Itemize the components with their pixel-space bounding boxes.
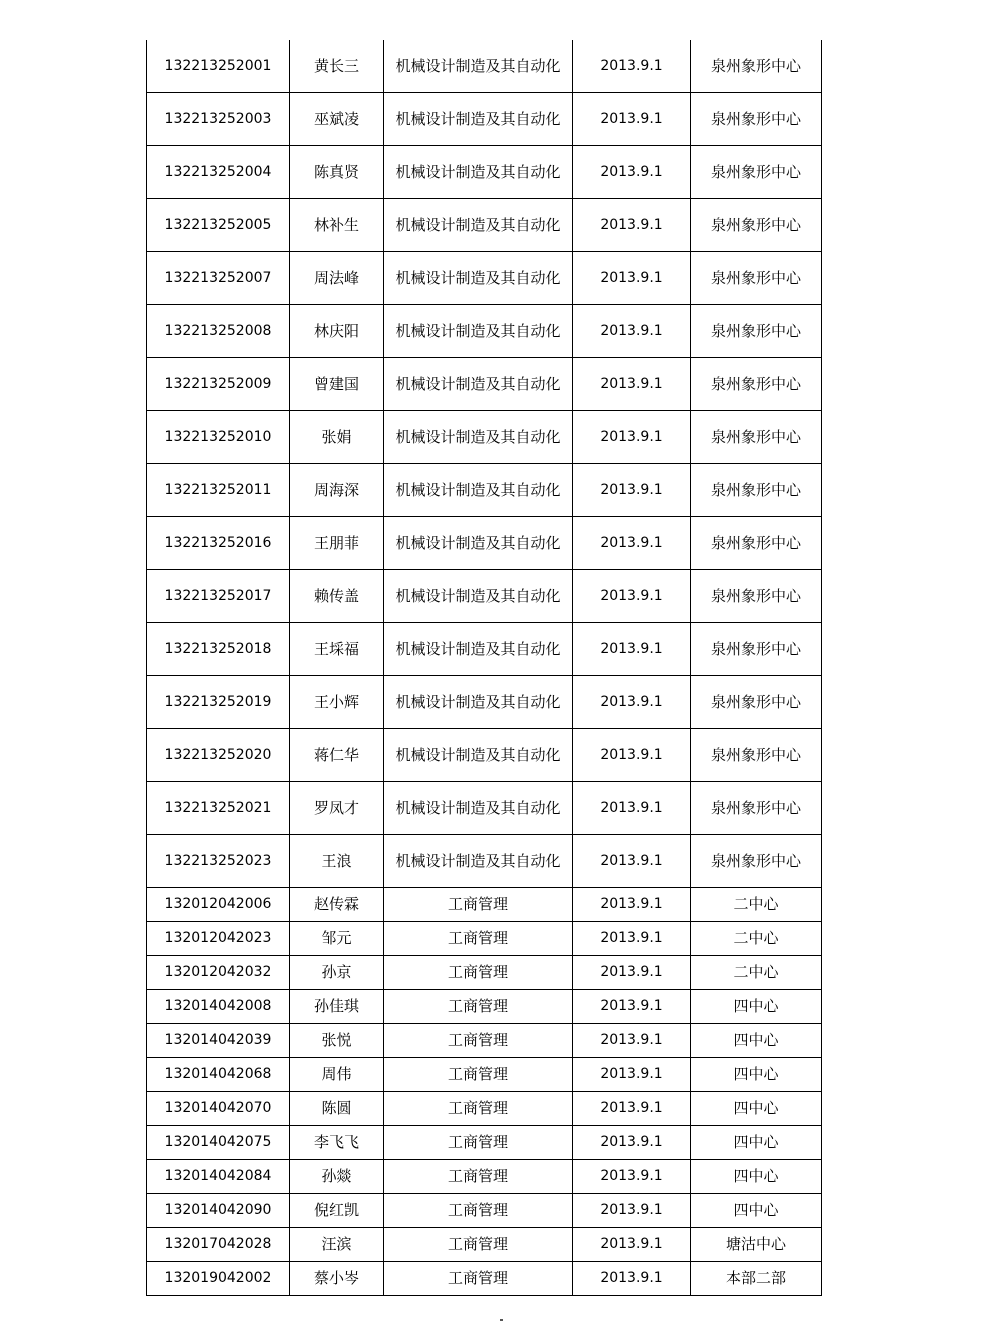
cell-student-id: 132012042032	[147, 956, 290, 990]
table-row	[147, 570, 822, 623]
cell-student-name: 罗凤才	[290, 782, 384, 835]
cell-student-name: 张悦	[290, 1024, 384, 1058]
table-row	[147, 835, 822, 888]
table-row	[147, 40, 822, 93]
major-text: 机械设计制造及其自动化	[395, 215, 561, 234]
major-text: 机械设计制造及其自动化	[395, 639, 561, 658]
cell-student-id: 132213252007	[147, 252, 290, 305]
table-row	[147, 623, 822, 676]
cell-student-id: 132014042090	[147, 1194, 290, 1228]
cell-study-center: 泉州象形中心	[691, 411, 822, 464]
major-text: 机械设计制造及其自动化	[395, 268, 561, 287]
cell-enroll-date: 2013.9.1	[573, 782, 691, 835]
cell-enroll-date: 2013.9.1	[573, 1160, 691, 1194]
table-body	[147, 40, 822, 1296]
cell-student-name: 林补生	[290, 199, 384, 252]
cell-enroll-date: 2013.9.1	[573, 517, 691, 570]
cell-student-id: 132213252009	[147, 358, 290, 411]
cell-student-name: 赖传盖	[290, 570, 384, 623]
cell-study-center: 泉州象形中心	[691, 676, 822, 729]
major-text: 机械设计制造及其自动化	[395, 374, 561, 393]
cell-major: 工商管理	[384, 1126, 573, 1160]
cell-enroll-date: 2013.9.1	[573, 1262, 691, 1296]
cell-student-name: 周海深	[290, 464, 384, 517]
cell-student-name: 王朋菲	[290, 517, 384, 570]
cell-major: 工商管理	[384, 888, 573, 922]
cell-study-center: 二中心	[691, 922, 822, 956]
cell-student-id: 132213252017	[147, 570, 290, 623]
cell-major	[384, 570, 573, 623]
cell-study-center: 泉州象形中心	[691, 623, 822, 676]
table-row	[147, 411, 822, 464]
cell-study-center: 四中心	[691, 1058, 822, 1092]
cell-student-id: 132012042006	[147, 888, 290, 922]
major-text: 机械设计制造及其自动化	[395, 109, 561, 128]
cell-student-id: 132012042023	[147, 922, 290, 956]
cell-student-id: 132014042075	[147, 1126, 290, 1160]
cell-student-name: 林庆阳	[290, 305, 384, 358]
cell-major	[384, 835, 573, 888]
cell-enroll-date: 2013.9.1	[573, 40, 691, 93]
table-row	[147, 1262, 822, 1296]
cell-student-id: 132213252001	[147, 40, 290, 93]
table-row	[147, 1228, 822, 1262]
table-row	[147, 729, 822, 782]
cell-student-id: 132019042002	[147, 1262, 290, 1296]
table-row	[147, 517, 822, 570]
cell-major	[384, 729, 573, 782]
major-text: 机械设计制造及其自动化	[395, 480, 561, 499]
cell-major	[384, 305, 573, 358]
cell-student-name: 巫斌凌	[290, 93, 384, 146]
cell-enroll-date: 2013.9.1	[573, 305, 691, 358]
cell-study-center: 四中心	[691, 1126, 822, 1160]
table-row	[147, 782, 822, 835]
cell-study-center: 泉州象形中心	[691, 517, 822, 570]
major-text: 机械设计制造及其自动化	[395, 798, 561, 817]
cell-study-center: 泉州象形中心	[691, 570, 822, 623]
cell-student-id: 132213252019	[147, 676, 290, 729]
cell-student-name: 李飞飞	[290, 1126, 384, 1160]
cell-enroll-date: 2013.9.1	[573, 1228, 691, 1262]
cell-study-center: 泉州象形中心	[691, 199, 822, 252]
table-row	[147, 1160, 822, 1194]
cell-enroll-date: 2013.9.1	[573, 1092, 691, 1126]
cell-major	[384, 358, 573, 411]
cell-study-center: 二中心	[691, 956, 822, 990]
cell-student-name: 周法峰	[290, 252, 384, 305]
cell-study-center: 四中心	[691, 1092, 822, 1126]
cell-study-center: 泉州象形中心	[691, 729, 822, 782]
cell-major	[384, 623, 573, 676]
cell-study-center: 泉州象形中心	[691, 252, 822, 305]
cell-student-name: 王埰福	[290, 623, 384, 676]
cell-major	[384, 199, 573, 252]
cell-student-name: 汪滨	[290, 1228, 384, 1262]
major-text: 机械设计制造及其自动化	[395, 692, 561, 711]
cell-student-id: 132014042008	[147, 990, 290, 1024]
major-text: 机械设计制造及其自动化	[395, 533, 561, 552]
cell-enroll-date: 2013.9.1	[573, 199, 691, 252]
cell-enroll-date: 2013.9.1	[573, 411, 691, 464]
cell-enroll-date: 2013.9.1	[573, 922, 691, 956]
cell-student-name: 蔡小岑	[290, 1262, 384, 1296]
cell-student-id: 132213252021	[147, 782, 290, 835]
cell-student-name: 黄长三	[290, 40, 384, 93]
table-row	[147, 676, 822, 729]
cell-study-center: 四中心	[691, 1024, 822, 1058]
cell-major	[384, 464, 573, 517]
cell-enroll-date: 2013.9.1	[573, 888, 691, 922]
cell-enroll-date: 2013.9.1	[573, 1024, 691, 1058]
table-row	[147, 1024, 822, 1058]
cell-enroll-date: 2013.9.1	[573, 676, 691, 729]
major-text: 机械设计制造及其自动化	[395, 56, 561, 75]
cell-major: 工商管理	[384, 1024, 573, 1058]
major-text: 机械设计制造及其自动化	[395, 851, 561, 870]
cell-student-name: 邹元	[290, 922, 384, 956]
table-row	[147, 1126, 822, 1160]
cell-study-center: 塘沽中心	[691, 1228, 822, 1262]
cell-major	[384, 411, 573, 464]
cell-student-name: 孙京	[290, 956, 384, 990]
cell-enroll-date: 2013.9.1	[573, 570, 691, 623]
enrollment-table	[146, 40, 822, 1296]
cell-enroll-date: 2013.9.1	[573, 956, 691, 990]
cell-student-name: 陈真贤	[290, 146, 384, 199]
table-row	[147, 1194, 822, 1228]
cell-student-id: 132213252016	[147, 517, 290, 570]
cell-study-center: 泉州象形中心	[691, 40, 822, 93]
cell-enroll-date: 2013.9.1	[573, 1126, 691, 1160]
cell-student-name: 倪红凯	[290, 1194, 384, 1228]
cell-student-id: 132213252011	[147, 464, 290, 517]
table-row	[147, 358, 822, 411]
cell-major: 工商管理	[384, 990, 573, 1024]
cell-major: 工商管理	[384, 922, 573, 956]
cell-study-center: 泉州象形中心	[691, 464, 822, 517]
cell-student-id: 132213252008	[147, 305, 290, 358]
cell-study-center: 本部二部	[691, 1262, 822, 1296]
page-mark	[500, 1319, 503, 1321]
table-row	[147, 888, 822, 922]
cell-major: 工商管理	[384, 1058, 573, 1092]
cell-major	[384, 146, 573, 199]
cell-student-id: 132213252023	[147, 835, 290, 888]
cell-enroll-date: 2013.9.1	[573, 1058, 691, 1092]
cell-student-id: 132213252010	[147, 411, 290, 464]
cell-study-center: 四中心	[691, 1194, 822, 1228]
cell-student-id: 132213252018	[147, 623, 290, 676]
table-row	[147, 1058, 822, 1092]
table-row	[147, 1092, 822, 1126]
major-text: 机械设计制造及其自动化	[395, 321, 561, 340]
cell-enroll-date: 2013.9.1	[573, 358, 691, 411]
cell-enroll-date: 2013.9.1	[573, 464, 691, 517]
table-row	[147, 146, 822, 199]
cell-study-center: 泉州象形中心	[691, 782, 822, 835]
cell-major: 工商管理	[384, 1194, 573, 1228]
cell-major: 工商管理	[384, 1228, 573, 1262]
table-row	[147, 199, 822, 252]
cell-study-center: 泉州象形中心	[691, 305, 822, 358]
major-text: 机械设计制造及其自动化	[395, 162, 561, 181]
cell-student-id: 132213252005	[147, 199, 290, 252]
major-text: 机械设计制造及其自动化	[395, 427, 561, 446]
table-row	[147, 464, 822, 517]
cell-student-name: 孙燚	[290, 1160, 384, 1194]
table-row	[147, 990, 822, 1024]
cell-enroll-date: 2013.9.1	[573, 93, 691, 146]
cell-student-name: 曾建国	[290, 358, 384, 411]
cell-major	[384, 93, 573, 146]
cell-student-name: 张娟	[290, 411, 384, 464]
cell-major	[384, 517, 573, 570]
cell-student-name: 周伟	[290, 1058, 384, 1092]
cell-enroll-date: 2013.9.1	[573, 729, 691, 782]
major-text: 机械设计制造及其自动化	[395, 586, 561, 605]
table-row	[147, 93, 822, 146]
cell-student-id: 132017042028	[147, 1228, 290, 1262]
cell-student-id: 132213252004	[147, 146, 290, 199]
cell-major: 工商管理	[384, 1092, 573, 1126]
cell-student-name: 孙佳琪	[290, 990, 384, 1024]
cell-enroll-date: 2013.9.1	[573, 1194, 691, 1228]
cell-major	[384, 676, 573, 729]
cell-student-id: 132014042084	[147, 1160, 290, 1194]
cell-enroll-date: 2013.9.1	[573, 146, 691, 199]
cell-enroll-date: 2013.9.1	[573, 252, 691, 305]
table-row	[147, 252, 822, 305]
table-row	[147, 922, 822, 956]
cell-major: 工商管理	[384, 1262, 573, 1296]
cell-major	[384, 252, 573, 305]
cell-study-center: 泉州象形中心	[691, 358, 822, 411]
table-row	[147, 305, 822, 358]
cell-study-center: 泉州象形中心	[691, 93, 822, 146]
cell-major: 工商管理	[384, 956, 573, 990]
major-text: 机械设计制造及其自动化	[395, 745, 561, 764]
cell-major	[384, 40, 573, 93]
cell-enroll-date: 2013.9.1	[573, 835, 691, 888]
cell-study-center: 四中心	[691, 990, 822, 1024]
cell-student-name: 王浪	[290, 835, 384, 888]
cell-student-name: 赵传霖	[290, 888, 384, 922]
cell-enroll-date: 2013.9.1	[573, 623, 691, 676]
cell-student-id: 132014042068	[147, 1058, 290, 1092]
cell-student-id: 132213252003	[147, 93, 290, 146]
cell-major: 工商管理	[384, 1160, 573, 1194]
cell-study-center: 二中心	[691, 888, 822, 922]
cell-study-center: 泉州象形中心	[691, 835, 822, 888]
cell-student-id: 132213252020	[147, 729, 290, 782]
cell-enroll-date: 2013.9.1	[573, 990, 691, 1024]
cell-study-center: 泉州象形中心	[691, 146, 822, 199]
cell-student-id: 132014042070	[147, 1092, 290, 1126]
table-row	[147, 956, 822, 990]
cell-study-center: 四中心	[691, 1160, 822, 1194]
cell-major	[384, 782, 573, 835]
cell-student-id: 132014042039	[147, 1024, 290, 1058]
cell-student-name: 王小辉	[290, 676, 384, 729]
cell-student-name: 陈圆	[290, 1092, 384, 1126]
cell-student-name: 蒋仁华	[290, 729, 384, 782]
